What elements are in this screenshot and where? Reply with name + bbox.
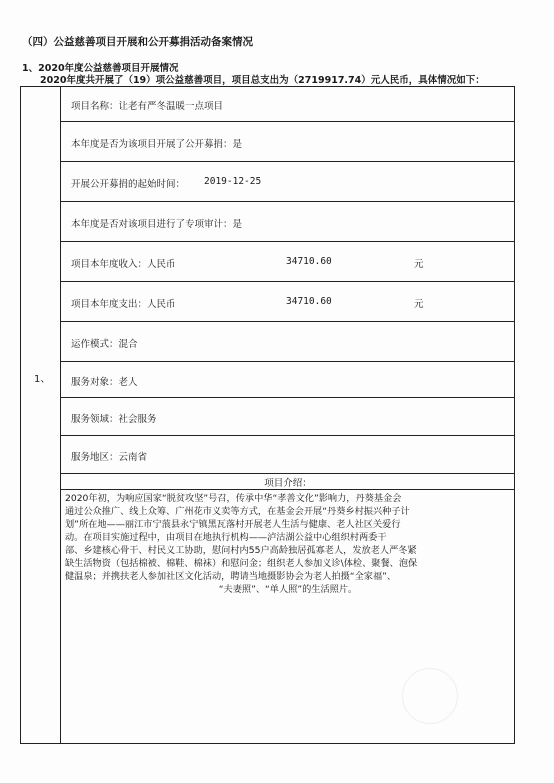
- row-region: [61, 436, 515, 474]
- intro-line: “夫妻照”、“单人照”的生活照片。: [218, 584, 358, 595]
- income-label: 项目本年度收入：人民币: [71, 259, 176, 270]
- row-public-fundraising: [61, 122, 515, 162]
- expense-value: 34710.60: [286, 296, 332, 307]
- subsection-heading: 1、2020年度公益慈善项目开展情况: [22, 63, 179, 74]
- index-column: [21, 87, 61, 743]
- intro-line: 缺生活物资（包括棉被、棉鞋、棉袜）和慰问金；组织老人参加义诊\体检、聚餐、泡保: [65, 558, 418, 569]
- row-audit: [61, 202, 515, 242]
- special-audit: 本年度是否对该项目进行了专项审计：是: [71, 219, 243, 230]
- intro-line: 部、乡建核心骨干、村民义工协助，慰问村内55户高龄独居孤寡老人，发放老人严冬紧: [65, 545, 417, 556]
- start-time-value: 2019-12-25: [204, 176, 262, 187]
- row-expense: [61, 282, 515, 322]
- service-region: 服务地区：云南省: [71, 452, 148, 463]
- section-heading: （四）公益慈善项目开展和公开募捐活动备案情况: [22, 36, 253, 48]
- operation-mode: 运作模式：混合: [71, 339, 138, 350]
- row-project-name: [61, 87, 515, 122]
- service-field: 服务领域：社会服务: [71, 414, 157, 425]
- row-mode: [61, 322, 515, 362]
- project-index: 1、: [34, 374, 51, 385]
- intro-line: 动。在项目实施过程中，由项目在地执行机构——泸沽湖公益中心组织村两委干: [65, 532, 387, 543]
- intro-line: 通过公众推广、线上众筹、广州花市义卖等方式，在基金会开展“丹葵乡村振兴种子计: [65, 506, 410, 517]
- project-table: [20, 86, 515, 744]
- intro-heading: 项目介绍：: [264, 478, 312, 489]
- row-target: [61, 362, 515, 398]
- row-intro-heading: [61, 474, 515, 490]
- intro-text: [65, 492, 511, 596]
- row-field: [61, 398, 515, 436]
- intro-line: 健温泉；并携扶老人参加社区文化活动，聘请当地摄影协会为老人拍摄“全家福”、: [65, 571, 397, 582]
- public-fundraising: 本年度是否为该项目开展了公开募捐：是: [71, 139, 243, 150]
- row-income: [61, 242, 515, 282]
- expense-unit: 元: [414, 299, 424, 310]
- expense-label: 项目本年度支出：人民币: [71, 299, 176, 310]
- start-time-label: 开展公开募捐的起始时间：: [71, 179, 186, 190]
- intro-line: 划”所在地——丽江市宁蒗县永宁镇黑瓦落村开展老人生活与健康、老人社区关爱行: [65, 519, 401, 530]
- service-target: 服务对象：老人: [71, 377, 138, 388]
- watermark-seal: [402, 668, 458, 724]
- income-unit: 元: [414, 259, 424, 270]
- income-value: 34710.60: [286, 256, 332, 267]
- project-name: 项目名称：让老有严冬温暖一点项目: [71, 101, 224, 112]
- intro-line: 2020年初，为响应国家“脱贫攻坚”号召，传承中华“孝善文化”影响力，丹葵基金会: [65, 493, 402, 504]
- row-start-time: [61, 162, 515, 202]
- summary-line: 2020年度共开展了（19）项公益慈善项目，项目总支出为（2719917.74）元人民币，具体情况如下：: [40, 75, 485, 86]
